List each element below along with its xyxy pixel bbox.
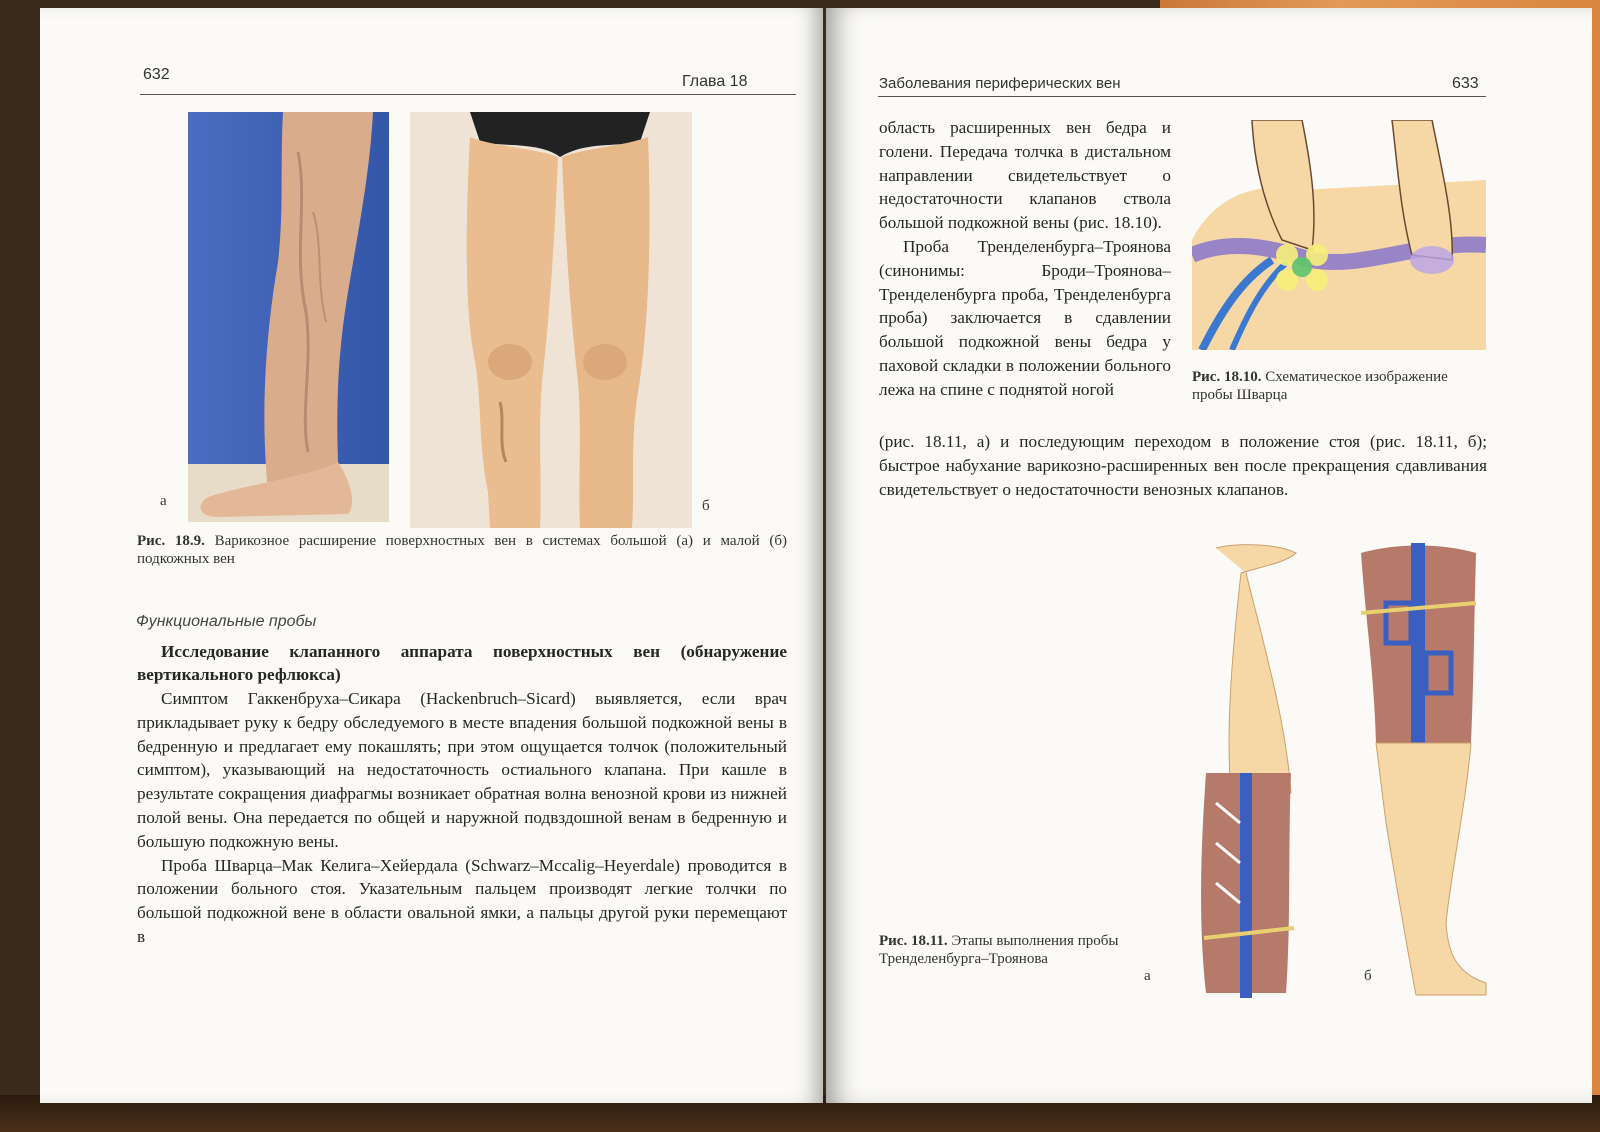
photo-leg-a (188, 112, 389, 522)
header-rule (140, 94, 796, 95)
header-rule-right (878, 96, 1486, 97)
fig9-caption (137, 532, 787, 568)
fig11-label-b: б (1364, 968, 1372, 984)
fig9-caption-text: Варикозное расширение поверхностных вен в системах большой (а) и малой (б) подкожных вен (137, 533, 787, 567)
page-number-right: 633 (1452, 75, 1479, 92)
fig9-label-b: б (702, 498, 710, 514)
fig11-caption-label: Рис. 18.11. (879, 933, 948, 949)
fig10-caption (1192, 368, 1486, 404)
fig11-illustration-b (1356, 543, 1496, 1003)
fig10-caption-label: Рис. 18.10. (1192, 369, 1262, 385)
fig11-label-a: а (1144, 968, 1151, 984)
right-page (826, 8, 1592, 1103)
running-head-right: Заболевания периферических вен (879, 75, 1121, 92)
left-body (137, 687, 787, 949)
fig11-caption-text: Этапы выполнения пробы Тренделенбурга–Троянова (879, 933, 1119, 967)
subheading: Исследование клапанного аппарата поверхностных вен (обнаружение вертикального рефлюкса) (137, 642, 787, 684)
right-body-column (879, 116, 1171, 402)
fig9-caption-label: Рис. 18.9. (137, 533, 205, 549)
fig10-illustration (1192, 120, 1486, 350)
running-head-left: Глава 18 (682, 73, 748, 90)
fig9-label-a: а (160, 493, 167, 509)
right-paragraph-1: область расширенных вен бедра и голени. Передача толчка в дистальном направлении свидетельствует о недостаточности клапанов ствола большой подкожной вены (рис. 18.10). (879, 118, 1171, 233)
right-paragraph-2: Проба Тренделенбурга–Троянова (синонимы: Броди–Троянова–Тренделенбурга проба, Тренделенбурга проба) заключается в сдавлении большой подкожной вены бедра у паховой складки в положении больного лежа на спине с поднятой ногой (879, 236, 1171, 399)
fig11-caption (879, 932, 1124, 968)
photo-legs-b (410, 112, 692, 528)
section-title: Функциональные пробы (136, 613, 317, 630)
right-body-full (879, 430, 1487, 501)
left-page (40, 8, 823, 1103)
right-paragraph-2-cont: (рис. 18.11, а) и последующим переходом в положение стоя (рис. 18.11, б); быстрое набухание варикозно-расширенных вен после прекращения сдавливания свидетельствует о недостаточности венозных клапанов. (879, 432, 1487, 499)
fig11-illustration-a (1176, 543, 1306, 1003)
page-number-left: 632 (143, 66, 170, 83)
left-paragraph-2: Проба Шварца–Мак Келига–Хейердала (Schwarz–Mccalig–Heyerdale) проводится в положении больного стоя. Указательным пальцем производят легкие толчки по большой подкожной вене в области овальной ямки, а пальцы другой руки перемещают в (137, 855, 787, 946)
fig10-caption-text: Схематическое изображение пробы Шварца (1192, 369, 1448, 403)
left-paragraph-1: Симптом Гаккенбруха–Сикара (Hackenbruch–Sicard) выявляется, если врач прикладывает руку к бедру обследуемого в месте впадения большой подкожной вены в бедренную и предлагает ему покашлять; при этом ощущается толчок (положительный симптом), указывающий на недостаточность остиального клапана. При кашле в результате сокращения диафрагмы возникает обратная волна венозной крови из нижней полой вены. Она передается по общей и наружной подвздошной венам в бедренную и большую подкожную вены. (137, 689, 787, 851)
